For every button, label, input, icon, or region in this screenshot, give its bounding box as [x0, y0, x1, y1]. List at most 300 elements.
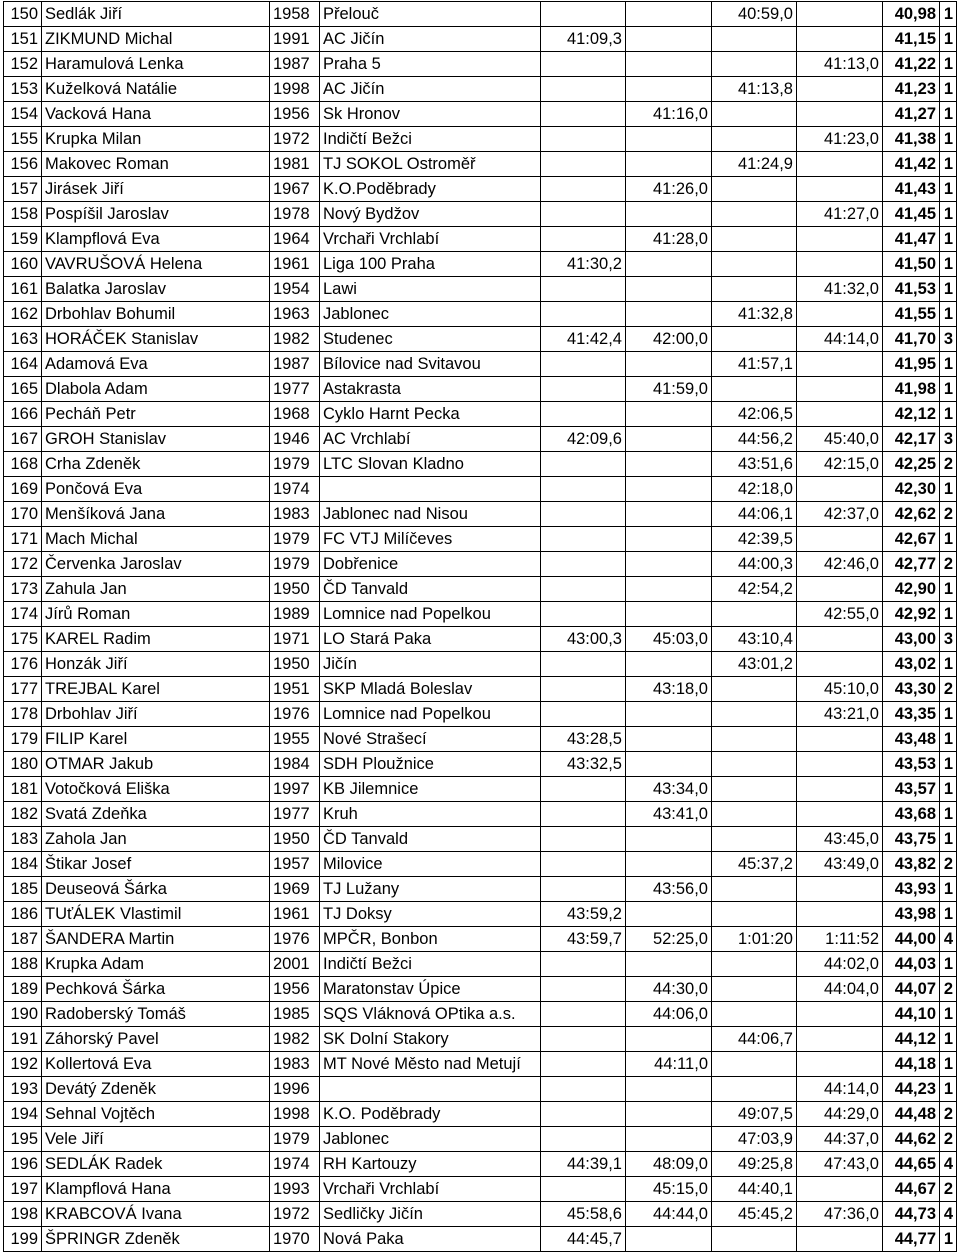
table-row: [4, 402, 957, 427]
rank-cell: 164: [4, 352, 42, 377]
rank-cell: 186: [4, 902, 42, 927]
time3-cell: 41:57,1: [712, 352, 797, 377]
average-cell: 41,95: [883, 352, 940, 377]
time4-cell: [797, 177, 883, 202]
time4-cell: 44:04,0: [797, 977, 883, 1002]
average-cell: 43,48: [883, 727, 940, 752]
club-cell: SKP Mladá Boleslav: [320, 677, 541, 702]
year-cell: 1977: [270, 802, 320, 827]
time2-cell: [626, 277, 712, 302]
club-cell: LTC Slovan Kladno: [320, 452, 541, 477]
table-row: [4, 2, 957, 27]
club-cell: Jičín: [320, 652, 541, 677]
results-body: [4, 2, 957, 1252]
rank-cell: 168: [4, 452, 42, 477]
average-cell: 44,48: [883, 1102, 940, 1127]
time1-cell: [541, 2, 626, 27]
average-cell: 41,55: [883, 302, 940, 327]
year-cell: 1969: [270, 877, 320, 902]
name-cell: ŠPRINGR Zdeněk: [42, 1227, 270, 1252]
count-cell: 1: [940, 177, 957, 202]
time4-cell: 45:10,0: [797, 677, 883, 702]
name-cell: Votočková Eliška: [42, 777, 270, 802]
name-cell: Vacková Hana: [42, 102, 270, 127]
time1-cell: [541, 527, 626, 552]
time2-cell: [626, 152, 712, 177]
club-cell: SK Dolní Stakory: [320, 1027, 541, 1052]
year-cell: 1983: [270, 502, 320, 527]
time2-cell: [626, 527, 712, 552]
club-cell: Studenec: [320, 327, 541, 352]
rank-cell: 158: [4, 202, 42, 227]
table-row: [4, 752, 957, 777]
name-cell: Pecháň Petr: [42, 402, 270, 427]
count-cell: 1: [940, 277, 957, 302]
club-cell: TJ Doksy: [320, 902, 541, 927]
name-cell: Sehnal Vojtěch: [42, 1102, 270, 1127]
year-cell: 1979: [270, 527, 320, 552]
time4-cell: 42:46,0: [797, 552, 883, 577]
time4-cell: 43:45,0: [797, 827, 883, 852]
time2-cell: [626, 502, 712, 527]
rank-cell: 150: [4, 2, 42, 27]
time3-cell: 47:03,9: [712, 1127, 797, 1152]
table-row: [4, 577, 957, 602]
year-cell: 1968: [270, 402, 320, 427]
count-cell: 1: [940, 877, 957, 902]
table-row: [4, 1102, 957, 1127]
time3-cell: [712, 377, 797, 402]
time4-cell: 43:49,0: [797, 852, 883, 877]
average-cell: 41,23: [883, 77, 940, 102]
name-cell: Klampflová Hana: [42, 1177, 270, 1202]
count-cell: 1: [940, 477, 957, 502]
time4-cell: [797, 577, 883, 602]
time3-cell: [712, 802, 797, 827]
name-cell: KRABCOVÁ Ivana: [42, 1202, 270, 1227]
table-row: [4, 1227, 957, 1252]
time1-cell: [541, 177, 626, 202]
table-row: [4, 977, 957, 1002]
time2-cell: [626, 827, 712, 852]
table-row: [4, 227, 957, 252]
results-table: [3, 1, 957, 1252]
club-cell: ČD Tanvald: [320, 577, 541, 602]
rank-cell: 159: [4, 227, 42, 252]
time1-cell: [541, 977, 626, 1002]
count-cell: 1: [940, 1077, 957, 1102]
time2-cell: [626, 1227, 712, 1252]
time4-cell: 42:37,0: [797, 502, 883, 527]
rank-cell: 153: [4, 77, 42, 102]
rank-cell: 183: [4, 827, 42, 852]
club-cell: Vrchaři Vrchlabí: [320, 227, 541, 252]
count-cell: 2: [940, 677, 957, 702]
table-row: [4, 1177, 957, 1202]
club-cell: Indičtí Bežci: [320, 952, 541, 977]
average-cell: 44,03: [883, 952, 940, 977]
year-cell: 1954: [270, 277, 320, 302]
year-cell: 1961: [270, 252, 320, 277]
time3-cell: [712, 977, 797, 1002]
name-cell: Radoberský Tomáš: [42, 1002, 270, 1027]
year-cell: 1979: [270, 552, 320, 577]
time4-cell: [797, 902, 883, 927]
time3-cell: 44:56,2: [712, 427, 797, 452]
average-cell: 43,82: [883, 852, 940, 877]
time1-cell: [541, 577, 626, 602]
time2-cell: [626, 1027, 712, 1052]
name-cell: OTMAR Jakub: [42, 752, 270, 777]
club-cell: [320, 477, 541, 502]
rank-cell: 197: [4, 1177, 42, 1202]
table-row: [4, 202, 957, 227]
name-cell: Sedlák Jiří: [42, 2, 270, 27]
time2-cell: 44:30,0: [626, 977, 712, 1002]
time3-cell: 44:00,3: [712, 552, 797, 577]
time2-cell: [626, 2, 712, 27]
average-cell: 43,57: [883, 777, 940, 802]
year-cell: 1971: [270, 627, 320, 652]
average-cell: 44,18: [883, 1052, 940, 1077]
time1-cell: [541, 1177, 626, 1202]
average-cell: 42,77: [883, 552, 940, 577]
time4-cell: [797, 877, 883, 902]
average-cell: 42,62: [883, 502, 940, 527]
rank-cell: 184: [4, 852, 42, 877]
time1-cell: [541, 477, 626, 502]
rank-cell: 163: [4, 327, 42, 352]
table-row: [4, 27, 957, 52]
time2-cell: [626, 127, 712, 152]
time1-cell: [541, 127, 626, 152]
time1-cell: [541, 202, 626, 227]
club-cell: RH Kartouzy: [320, 1152, 541, 1177]
time3-cell: [712, 52, 797, 77]
time3-cell: [712, 1077, 797, 1102]
club-cell: TJ SOKOL Ostroměř: [320, 152, 541, 177]
time4-cell: [797, 302, 883, 327]
time3-cell: 43:51,6: [712, 452, 797, 477]
count-cell: 2: [940, 852, 957, 877]
count-cell: 2: [940, 1102, 957, 1127]
time4-cell: [797, 102, 883, 127]
time1-cell: [541, 352, 626, 377]
rank-cell: 187: [4, 927, 42, 952]
count-cell: 2: [940, 552, 957, 577]
time3-cell: 44:06,7: [712, 1027, 797, 1052]
count-cell: 3: [940, 327, 957, 352]
time1-cell: 43:32,5: [541, 752, 626, 777]
time4-cell: [797, 1027, 883, 1052]
time3-cell: 45:37,2: [712, 852, 797, 877]
table-row: [4, 827, 957, 852]
count-cell: 1: [940, 202, 957, 227]
average-cell: 44,10: [883, 1002, 940, 1027]
time2-cell: 42:00,0: [626, 327, 712, 352]
count-cell: 1: [940, 102, 957, 127]
count-cell: 1: [940, 902, 957, 927]
year-cell: 1958: [270, 2, 320, 27]
name-cell: ŠANDERA Martin: [42, 927, 270, 952]
table-row: [4, 852, 957, 877]
rank-cell: 196: [4, 1152, 42, 1177]
table-row: [4, 427, 957, 452]
rank-cell: 152: [4, 52, 42, 77]
time4-cell: 43:21,0: [797, 702, 883, 727]
count-cell: 1: [940, 52, 957, 77]
rank-cell: 160: [4, 252, 42, 277]
table-row: [4, 677, 957, 702]
time3-cell: 41:13,8: [712, 77, 797, 102]
time2-cell: [626, 352, 712, 377]
rank-cell: 178: [4, 702, 42, 727]
club-cell: Jablonec: [320, 1127, 541, 1152]
time3-cell: [712, 252, 797, 277]
time4-cell: 47:43,0: [797, 1152, 883, 1177]
table-row: [4, 452, 957, 477]
time4-cell: 41:27,0: [797, 202, 883, 227]
time2-cell: 41:59,0: [626, 377, 712, 402]
year-cell: 1991: [270, 27, 320, 52]
average-cell: 43,30: [883, 677, 940, 702]
average-cell: 42,90: [883, 577, 940, 602]
name-cell: Honzák Jiří: [42, 652, 270, 677]
count-cell: 1: [940, 652, 957, 677]
average-cell: 42,67: [883, 527, 940, 552]
club-cell: SQS Vláknová OPtika a.s.: [320, 1002, 541, 1027]
time1-cell: [541, 952, 626, 977]
year-cell: 1946: [270, 427, 320, 452]
rank-cell: 188: [4, 952, 42, 977]
average-cell: 43,35: [883, 702, 940, 727]
year-cell: 1977: [270, 377, 320, 402]
time3-cell: [712, 202, 797, 227]
year-cell: 1970: [270, 1227, 320, 1252]
name-cell: Krupka Adam: [42, 952, 270, 977]
count-cell: 1: [940, 1052, 957, 1077]
count-cell: 4: [940, 1202, 957, 1227]
time4-cell: [797, 652, 883, 677]
time2-cell: 43:41,0: [626, 802, 712, 827]
name-cell: Jírů Roman: [42, 602, 270, 627]
table-row: [4, 702, 957, 727]
table-row: [4, 927, 957, 952]
table-row: [4, 302, 957, 327]
club-cell: AC Jičín: [320, 77, 541, 102]
count-cell: 1: [940, 227, 957, 252]
average-cell: 43,00: [883, 627, 940, 652]
time2-cell: [626, 552, 712, 577]
table-row: [4, 877, 957, 902]
club-cell: Liga 100 Praha: [320, 252, 541, 277]
count-cell: 1: [940, 27, 957, 52]
rank-cell: 193: [4, 1077, 42, 1102]
table-row: [4, 1002, 957, 1027]
average-cell: 44,73: [883, 1202, 940, 1227]
rank-cell: 179: [4, 727, 42, 752]
time4-cell: [797, 627, 883, 652]
time1-cell: 43:28,5: [541, 727, 626, 752]
time4-cell: 41:13,0: [797, 52, 883, 77]
rank-cell: 157: [4, 177, 42, 202]
time1-cell: 41:30,2: [541, 252, 626, 277]
time3-cell: [712, 327, 797, 352]
time4-cell: [797, 802, 883, 827]
time2-cell: 43:18,0: [626, 677, 712, 702]
average-cell: 41,43: [883, 177, 940, 202]
club-cell: SDH Ploužnice: [320, 752, 541, 777]
rank-cell: 190: [4, 1002, 42, 1027]
time4-cell: [797, 352, 883, 377]
count-cell: 1: [940, 827, 957, 852]
average-cell: 44,77: [883, 1227, 940, 1252]
name-cell: Adamová Eva: [42, 352, 270, 377]
time3-cell: 44:06,1: [712, 502, 797, 527]
name-cell: Pospíšil Jaroslav: [42, 202, 270, 227]
average-cell: 44,00: [883, 927, 940, 952]
time4-cell: [797, 752, 883, 777]
name-cell: Crha Zdeněk: [42, 452, 270, 477]
time1-cell: [541, 277, 626, 302]
name-cell: Červenka Jaroslav: [42, 552, 270, 577]
table-row: [4, 477, 957, 502]
time4-cell: [797, 527, 883, 552]
name-cell: Svatá Zdeňka: [42, 802, 270, 827]
time1-cell: [541, 552, 626, 577]
name-cell: Balatka Jaroslav: [42, 277, 270, 302]
average-cell: 43,02: [883, 652, 940, 677]
time2-cell: [626, 952, 712, 977]
count-cell: 2: [940, 502, 957, 527]
year-cell: 2001: [270, 952, 320, 977]
time3-cell: [712, 177, 797, 202]
time1-cell: [541, 602, 626, 627]
average-cell: 43,93: [883, 877, 940, 902]
year-cell: 1976: [270, 702, 320, 727]
rank-cell: 199: [4, 1227, 42, 1252]
name-cell: Štikar Josef: [42, 852, 270, 877]
table-row: [4, 952, 957, 977]
table-row: [4, 252, 957, 277]
year-cell: 1979: [270, 1127, 320, 1152]
year-cell: 1950: [270, 827, 320, 852]
time1-cell: [541, 77, 626, 102]
time1-cell: [541, 1077, 626, 1102]
club-cell: AC Vrchlabí: [320, 427, 541, 452]
time2-cell: [626, 427, 712, 452]
year-cell: 1974: [270, 1152, 320, 1177]
name-cell: TREJBAL Karel: [42, 677, 270, 702]
year-cell: 1963: [270, 302, 320, 327]
time3-cell: 41:32,8: [712, 302, 797, 327]
count-cell: 1: [940, 1227, 957, 1252]
club-cell: K.O. Poděbrady: [320, 1102, 541, 1127]
time2-cell: [626, 902, 712, 927]
time4-cell: 44:14,0: [797, 327, 883, 352]
year-cell: 1998: [270, 77, 320, 102]
count-cell: 1: [940, 577, 957, 602]
name-cell: FILIP Karel: [42, 727, 270, 752]
year-cell: 1967: [270, 177, 320, 202]
time3-cell: [712, 1052, 797, 1077]
time2-cell: 41:16,0: [626, 102, 712, 127]
time2-cell: 43:34,0: [626, 777, 712, 802]
club-cell: AC Jičín: [320, 27, 541, 52]
year-cell: 1957: [270, 852, 320, 877]
year-cell: 1955: [270, 727, 320, 752]
year-cell: 1972: [270, 127, 320, 152]
time4-cell: 1:11:52: [797, 927, 883, 952]
year-cell: 1964: [270, 227, 320, 252]
time1-cell: 43:59,7: [541, 927, 626, 952]
time4-cell: [797, 1002, 883, 1027]
table-row: [4, 327, 957, 352]
time2-cell: [626, 652, 712, 677]
average-cell: 41,70: [883, 327, 940, 352]
time1-cell: [541, 877, 626, 902]
count-cell: 2: [940, 1127, 957, 1152]
rank-cell: 174: [4, 602, 42, 627]
club-cell: Milovice: [320, 852, 541, 877]
name-cell: TUťÁLEK Vlastimil: [42, 902, 270, 927]
time2-cell: [626, 602, 712, 627]
time1-cell: [541, 827, 626, 852]
count-cell: 1: [940, 952, 957, 977]
year-cell: 1998: [270, 1102, 320, 1127]
time2-cell: 41:26,0: [626, 177, 712, 202]
average-cell: 41,22: [883, 52, 940, 77]
table-row: [4, 1027, 957, 1052]
year-cell: 1985: [270, 1002, 320, 1027]
table-row: [4, 1202, 957, 1227]
table-row: [4, 552, 957, 577]
club-cell: Astakrasta: [320, 377, 541, 402]
time2-cell: [626, 752, 712, 777]
table-row: [4, 127, 957, 152]
time2-cell: [626, 852, 712, 877]
average-cell: 41,47: [883, 227, 940, 252]
average-cell: 40,98: [883, 2, 940, 27]
time3-cell: 44:40,1: [712, 1177, 797, 1202]
name-cell: ZIKMUND Michal: [42, 27, 270, 52]
club-cell: Jablonec nad Nisou: [320, 502, 541, 527]
count-cell: 1: [940, 377, 957, 402]
name-cell: Deuseová Šárka: [42, 877, 270, 902]
name-cell: Zahola Jan: [42, 827, 270, 852]
table-row: [4, 52, 957, 77]
club-cell: MPČR, Bonbon: [320, 927, 541, 952]
time1-cell: 45:58,6: [541, 1202, 626, 1227]
count-cell: 3: [940, 627, 957, 652]
time4-cell: [797, 777, 883, 802]
count-cell: 1: [940, 752, 957, 777]
count-cell: 1: [940, 252, 957, 277]
year-cell: 1956: [270, 102, 320, 127]
time1-cell: [541, 227, 626, 252]
year-cell: 1979: [270, 452, 320, 477]
name-cell: Menšíková Jana: [42, 502, 270, 527]
club-cell: KB Jilemnice: [320, 777, 541, 802]
time3-cell: 42:06,5: [712, 402, 797, 427]
year-cell: 1950: [270, 652, 320, 677]
count-cell: 1: [940, 302, 957, 327]
time3-cell: 49:25,8: [712, 1152, 797, 1177]
table-row: [4, 152, 957, 177]
time2-cell: 52:25,0: [626, 927, 712, 952]
time2-cell: [626, 727, 712, 752]
club-cell: Jablonec: [320, 302, 541, 327]
